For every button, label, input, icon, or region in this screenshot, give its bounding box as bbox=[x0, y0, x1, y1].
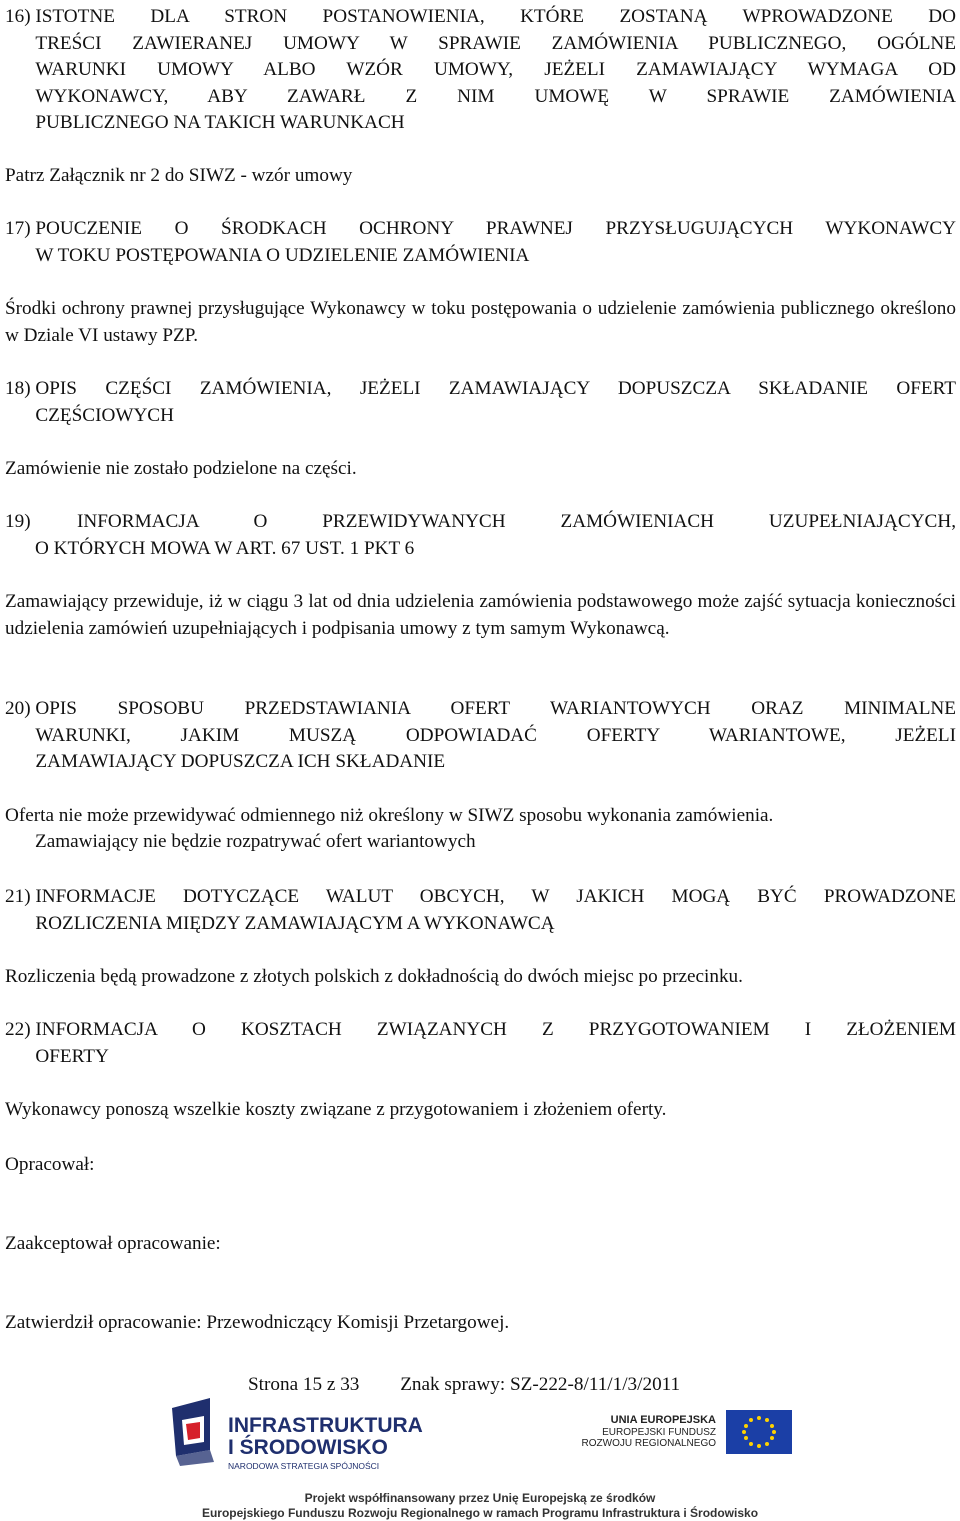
section-20-body-1: Oferta nie może przewidywać odmiennego niż określony w SIWZ sposobu wykonania zamówienia. bbox=[5, 804, 774, 826]
section-19 bbox=[5, 509, 956, 642]
heading-line: ZAMAWIAJĄCY DOPUSZCZA ICH SKŁADANIE bbox=[35, 751, 446, 772]
heading-line: CZĘŚCIOWYCH bbox=[35, 404, 174, 426]
section-20 bbox=[5, 696, 956, 856]
section-20-body-2: Zamawiający nie będzie rozpatrywać ofert wariantowych bbox=[35, 831, 476, 852]
section-17-body: Środki ochrony prawnej przysługujące Wykonawcy w toku postępowania o udzielenie zamówienia publicznego określono w Dziale VI ustawy PZP. bbox=[5, 298, 956, 346]
page-number: Strona 15 z 33 bbox=[248, 1374, 360, 1395]
section-number: 20) bbox=[5, 698, 36, 719]
heading-line: POUCZENIE O ŚRODKACH OCHRONY PRAWNEJ PRZYSŁUGUJĄCYCH WYKONAWCY bbox=[35, 218, 956, 239]
section-21-body: Rozliczenia będą prowadzone z złotych polskich z dokładnością do dwóch miejsc po przecinku. bbox=[5, 966, 743, 987]
section-number: 18) bbox=[5, 378, 36, 399]
section-16-body: Patrz Załącznik nr 2 do SIWZ - wzór umowy bbox=[5, 164, 353, 186]
logo-left-title-1: INFRASTRUKTURA bbox=[228, 1414, 423, 1437]
case-number: Znak sprawy: SZ-222-8/11/1/3/2011 bbox=[400, 1374, 681, 1395]
heading-line: INFORMACJA O KOSZTACH ZWIĄZANYCH Z PRZYGOTOWANIEM I ZŁOŻENIEM bbox=[35, 1019, 956, 1040]
heading-line: ISTOTNE DLA STRON POSTANOWIENIA, KTÓRE ZOSTANĄ WPROWADZONE DO bbox=[35, 6, 956, 27]
section-21-heading bbox=[5, 884, 956, 937]
section-number: 16) bbox=[5, 6, 36, 27]
section-22-heading bbox=[5, 1017, 956, 1070]
signature-accepted: Zaakceptował opracowanie: bbox=[5, 1233, 221, 1254]
heading-line: TREŚCI ZAWIERANEJ UMOWY W SPRAWIE ZAMÓWIENIA PUBLICZNEGO, OGÓLNE bbox=[35, 32, 956, 54]
heading-line: ROZLICZENIA MIĘDZY ZAMAWIAJĄCYM A WYKONAWCĄ bbox=[35, 912, 555, 934]
nss-emblem-icon bbox=[172, 1398, 214, 1466]
section-18-heading bbox=[5, 376, 956, 429]
funding-line-1: Projekt współfinansowany przez Unię Europejską ze środków bbox=[304, 1491, 656, 1505]
logo-left-subtitle: NARODOWA STRATEGIA SPÓJNOŚCI bbox=[228, 1461, 380, 1471]
logo-left-title-2: I ŚRODOWISKO bbox=[228, 1436, 388, 1459]
heading-line: OPIS SPOSOBU PRZEDSTAWIANIA OFERT WARIANTOWYCH ORAZ MINIMALNE bbox=[35, 698, 956, 719]
section-16-heading bbox=[5, 4, 956, 137]
section-number: 19) bbox=[5, 511, 31, 532]
eu-flag-icon bbox=[726, 1410, 792, 1454]
section-16 bbox=[5, 4, 956, 189]
section-18 bbox=[5, 376, 956, 483]
heading-line: PUBLICZNEGO NA TAKICH WARUNKACH bbox=[35, 112, 405, 133]
section-21 bbox=[5, 884, 956, 991]
section-20-heading bbox=[5, 696, 956, 776]
section-number: 17) bbox=[5, 218, 36, 239]
heading-line: WYKONAWCY, ABY ZAWARŁ Z NIM UMOWĘ W SPRAWIE ZAMÓWIENIA bbox=[35, 85, 956, 107]
section-19-heading bbox=[5, 509, 956, 536]
funding-logos bbox=[0, 1390, 960, 1521]
signature-prepared: Opracował: bbox=[5, 1154, 95, 1175]
logo-right-line-1: UNIA EUROPEJSKA bbox=[610, 1414, 716, 1426]
section-number: 22) bbox=[5, 1019, 36, 1040]
funding-line-2: Europejskiego Funduszu Rozwoju Regionalnego w ramach Programu Infrastruktura i Środowisko bbox=[201, 1506, 759, 1520]
section-19-body: Zamawiający przewiduje, iż w ciągu 3 lat od dnia udzielenia zamówienia podstawowego może zajść sytuacja konieczności udzielenia zamówień uzupełniających i podpisania umowy z tym samym Wykonawcą. bbox=[5, 591, 956, 639]
heading-line: INFORMACJA O PRZEWIDYWANYCH ZAMÓWIENIACH UZUPEŁNIAJĄCYCH, bbox=[77, 511, 956, 532]
heading-line: WARUNKI UMOWY ALBO WZÓR UMOWY, JEŻELI ZAMAWIAJĄCY WYMAGA OD bbox=[35, 59, 956, 80]
logo-right-line-2: EUROPEJSKI FUNDUSZ bbox=[602, 1427, 716, 1438]
section-17 bbox=[5, 216, 956, 349]
heading-line: WARUNKI, JAKIM MUSZĄ ODPOWIADAĆ OFERTY WARIANTOWE, JEŻELI bbox=[35, 724, 956, 746]
section-18-body: Zamówienie nie zostało podzielone na części. bbox=[5, 458, 357, 479]
heading-line: W TOKU POSTĘPOWANIA O UDZIELENIE ZAMÓWIENIA bbox=[35, 244, 530, 266]
heading-line: O KTÓRYCH MOWA W ART. 67 UST. 1 PKT 6 bbox=[35, 537, 415, 559]
section-17-heading bbox=[5, 216, 956, 269]
section-22 bbox=[5, 1017, 956, 1124]
heading-line: OPIS CZĘŚCI ZAMÓWIENIA, JEŻELI ZAMAWIAJĄCY DOPUSZCZA SKŁADANIE OFERT bbox=[35, 378, 956, 399]
signature-approved: Zatwierdził opracowanie: Przewodniczący Komisji Przetargowej. bbox=[5, 1312, 510, 1333]
section-22-body: Wykonawcy ponoszą wszelkie koszty związane z przygotowaniem i złożeniem oferty. bbox=[5, 1099, 667, 1120]
heading-line: OFERTY bbox=[35, 1045, 109, 1067]
logo-right-line-3: ROZWOJU REGIONALNEGO bbox=[581, 1438, 716, 1449]
heading-line: INFORMACJE DOTYCZĄCE WALUT OBCYCH, W JAKICH MOGĄ BYĆ PROWADZONE bbox=[35, 886, 956, 907]
section-number: 21) bbox=[5, 886, 36, 907]
